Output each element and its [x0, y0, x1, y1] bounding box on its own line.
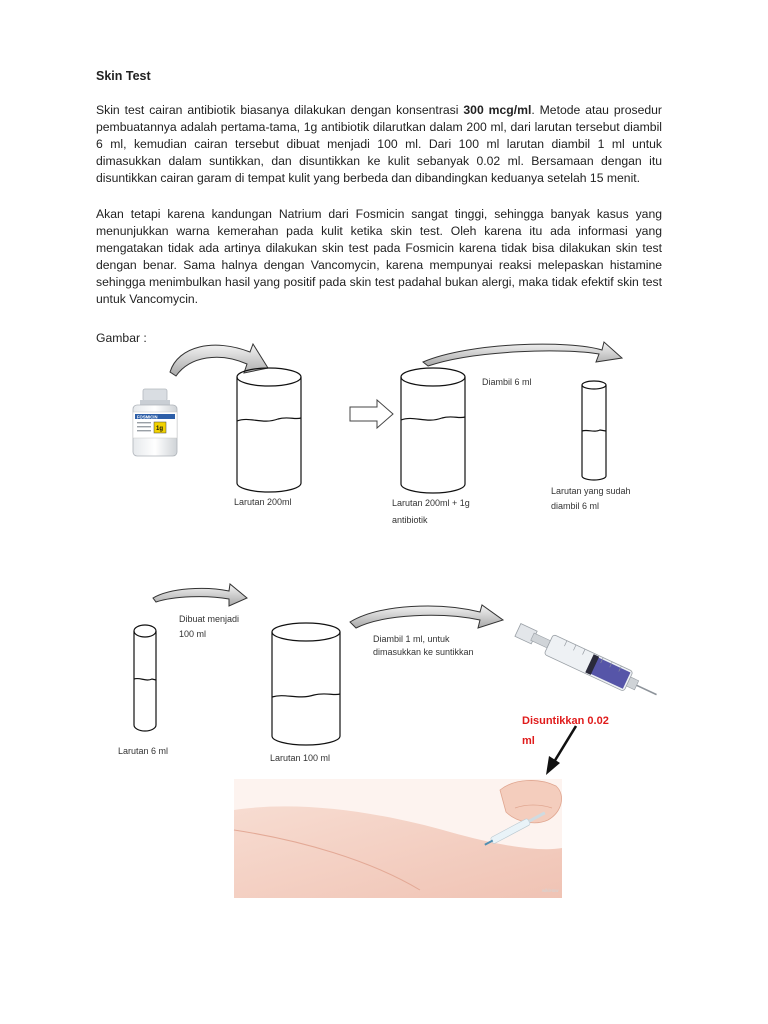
caption-line: 100 ml	[179, 629, 207, 639]
fosmicin-vial-icon	[133, 389, 177, 456]
beaker-200ml-icon	[237, 368, 301, 492]
caption-line: Larutan 200ml + 1g	[392, 498, 470, 508]
test-tube-icon	[582, 381, 606, 480]
curved-arrow-icon	[153, 584, 247, 606]
caption-sudah-diambil	[551, 484, 631, 514]
caption-line: Diambil 1 ml, untuk	[373, 634, 450, 644]
beaker-100ml-icon	[272, 623, 340, 745]
vial-brand-text: FOSMICIN	[137, 414, 158, 420]
vial-dose-text: 1g	[156, 426, 164, 432]
document-title: Skin Test	[96, 69, 151, 83]
caption-line: dimasukkan ke suntikkan	[373, 647, 474, 657]
curved-arrow-icon	[350, 605, 503, 628]
paragraph-1-text-after: . Metode atau prosedur pembuatannya adalah pertama-tama, 1g antibiotik dilarutkan dalam 200 ml, dari larutan tersebut diambil 6 ml, kemudian cairan tersebut dibuat menjadi 100 ml. Dari 100 ml larutan diambil 1 ml untuk dimasukkan dalam suntikkan, dan disuntikkan ke kulit sebanyak 0.02 ml. Bersamaan dengan itu disuntikkan cairan garam di tempat kulit yang berbeda dan dibandingkan keduanya setelah 15 menit.	[96, 103, 662, 186]
caption-larutan-100ml: Larutan 100 ml	[270, 753, 331, 763]
caption-larutan-200ml: Larutan 200ml	[234, 497, 292, 507]
curved-arrow-icon	[170, 344, 268, 376]
curved-arrow-icon	[423, 342, 622, 366]
injection-illustration	[234, 779, 562, 898]
caption-line: diambil 6 ml	[551, 501, 600, 511]
caption-line: Dibuat menjadi	[179, 614, 240, 624]
paragraph-2: Akan tetapi karena kandungan Natrium dari Fosmicin sangat tinggi, sehingga banyak kasus yang menunjukkan warna kemerahan pada kulit ketika skin test. Oleh karena itu ada informasi yang mengatakan tidak ada artinya dilakukan skin test pada Fosmicin karena tidak bisa dilakukan skin test dengan benar. Sama halnya dengan Vancomycin, karena mempunyai reaksi melepaskan histamine sehingga menimbulkan hasil yang positif pada skin test padahal bukan alergi, maka tidak efektif skin test untuk Vancomycin.	[96, 207, 662, 307]
syringe-icon	[513, 620, 661, 705]
svg-text:wikiHow: wikiHow	[542, 888, 559, 893]
caption-line: Larutan yang sudah	[551, 486, 631, 496]
test-tube-6ml-icon	[134, 625, 156, 731]
caption-line: antibiotik	[392, 515, 428, 525]
caption-disuntikkan	[522, 711, 609, 751]
caption-line: ml	[522, 735, 535, 747]
caption-diambil-1ml	[373, 633, 474, 659]
right-arrow-icon	[350, 400, 393, 428]
caption-larutan-6ml: Larutan 6 ml	[118, 746, 169, 756]
paragraph-1-text-before: Skin test cairan antibiotik biasanya dilakukan dengan konsentrasi	[96, 103, 464, 117]
caption-dibuat-menjadi	[179, 612, 239, 642]
beaker-200ml-antibiotic-icon	[401, 368, 465, 493]
caption-line: Disuntikkan 0.02	[522, 715, 609, 727]
caption-larutan-200ml-1g	[392, 497, 470, 527]
caption-diambil-6ml: Diambil 6 ml	[482, 377, 532, 387]
concentration-bold: 300 mcg/ml	[463, 103, 532, 117]
figure-label: Gambar :	[96, 331, 147, 345]
